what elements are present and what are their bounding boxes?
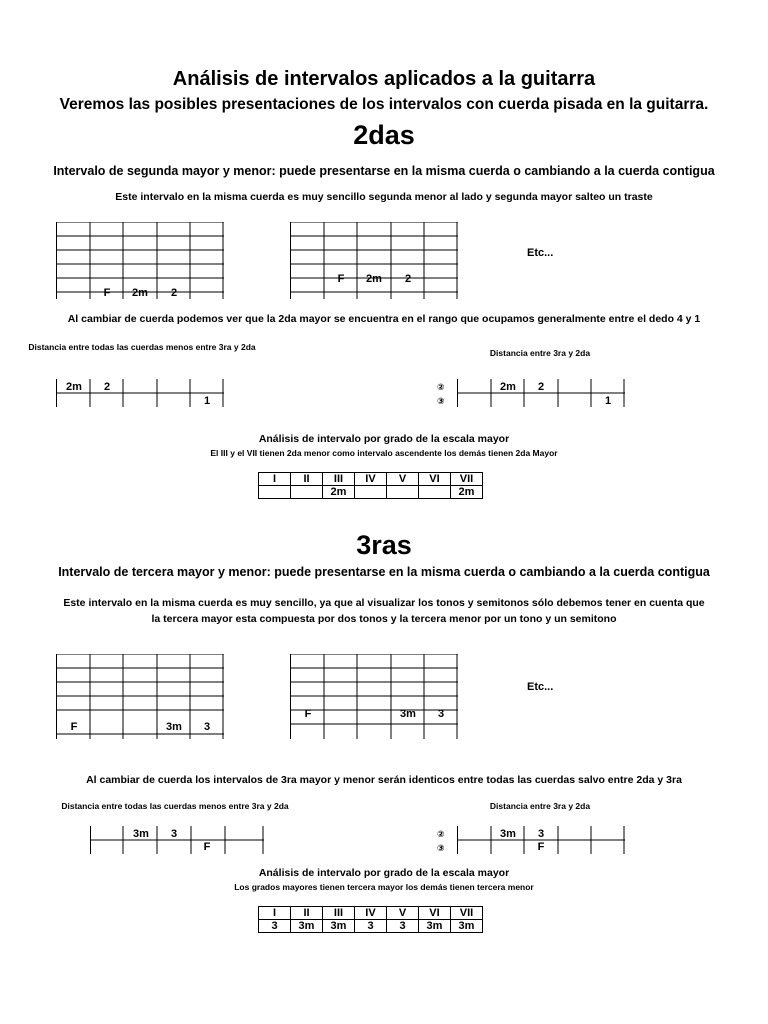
degree-cell: IV — [355, 473, 387, 486]
etc-label: Etc... — [527, 681, 554, 693]
degree-cell: IV — [355, 907, 387, 920]
fret-note: 2m — [366, 273, 382, 285]
interval-cell: 3m — [291, 920, 323, 933]
degree-cell: VII — [451, 473, 483, 486]
sec2-intro: Intervalo de segunda mayor y menor: puede presentarse en la misma cuerda o cambiando a la cuerda contigua — [53, 164, 715, 178]
fret-note: 1 — [203, 395, 211, 407]
interval-cell: 3m — [323, 920, 355, 933]
fret-note: 3 — [437, 708, 445, 720]
interval-cell — [355, 486, 387, 499]
fretboard-3-same-string-b — [290, 654, 460, 740]
sec3-analysis-text: Los grados mayores tienen tercera mayor los demás tienen tercera menor — [234, 882, 534, 892]
degree-cell: II — [291, 907, 323, 920]
degree-cell: VI — [419, 907, 451, 920]
fret-note: 3m — [133, 828, 149, 840]
interval-row — [259, 486, 483, 499]
fret-note: 2m — [132, 287, 148, 299]
page-subtitle: Veremos las posibles presentaciones de los intervalos con cuerda pisada en la guitarra. — [59, 96, 709, 113]
interval-cell — [259, 486, 291, 499]
interval-cell — [419, 486, 451, 499]
sec2-note-left: Distancia entre todas las cuerdas menos entre 3ra y 2da — [28, 342, 256, 352]
degree-cell: VI — [419, 473, 451, 486]
degree-cell: I — [259, 907, 291, 920]
interval-cell: 3m — [419, 920, 451, 933]
fret-note: F — [537, 841, 545, 853]
interval-cell: 3m — [451, 920, 483, 933]
degree-cell: III — [323, 907, 355, 920]
degree-cell: II — [291, 473, 323, 486]
string-2-icon: ② — [437, 382, 445, 392]
sec2-analysis-title: Análisis de intervalo por grado de la escala mayor — [258, 433, 510, 445]
fret-note: 2 — [170, 287, 178, 299]
section-heading-3ras: 3ras — [356, 530, 412, 560]
fretboard-3-same-string-a — [56, 654, 226, 740]
fret-note: 3 — [203, 721, 211, 733]
fret-note: 2m — [500, 381, 516, 393]
fret-note: F — [203, 841, 211, 853]
sec2-degree-table — [258, 472, 483, 499]
interval-cell: 2m — [323, 486, 355, 499]
fretboard-2-same-string-b — [290, 222, 460, 300]
sec3-same-string-text-2: la tercera mayor esta compuesta por dos tonos y la tercera menor por un tono y un semitono — [151, 613, 617, 625]
fret-note: F — [337, 273, 345, 285]
degree-header-row — [259, 907, 483, 920]
fret-note: 3m — [166, 721, 182, 733]
string-3-icon: ③ — [437, 396, 445, 406]
degree-cell: V — [387, 473, 419, 486]
degree-cell: V — [387, 907, 419, 920]
degree-cell: VII — [451, 907, 483, 920]
sec3-analysis-title: Análisis de intervalo por grado de la escala mayor — [258, 867, 510, 879]
sec3-change-string-text: Al cambiar de cuerda los intervalos de 3ra mayor y menor serán identicos entre todas las cuerdas salvo entre 2da y 3ra — [86, 774, 682, 786]
degree-cell: III — [323, 473, 355, 486]
string-3-icon: ③ — [437, 843, 445, 853]
fret-note: 1 — [604, 395, 612, 407]
string-2-icon: ② — [437, 829, 445, 839]
fret-note: 2 — [404, 273, 412, 285]
fret-note: 2m — [66, 381, 82, 393]
interval-row — [259, 920, 483, 933]
interval-cell: 3 — [259, 920, 291, 933]
sec2-note-right: Distancia entre 3ra y 2da — [489, 348, 591, 358]
sec2-same-string-text: Este intervalo en la misma cuerda es muy sencillo segunda menor al lado y segunda mayor salteo un traste — [115, 191, 653, 203]
fret-note: 3 — [537, 828, 545, 840]
fret-note: 3m — [500, 828, 516, 840]
fretboard-3-change-string-a — [90, 826, 266, 856]
degree-header-row — [259, 473, 483, 486]
sec3-note-left: Distancia entre todas las cuerdas menos entre 3ra y 2da — [61, 801, 289, 811]
sec3-same-string-text-1: Este intervalo en la misma cuerda es muy sencillo, ya que al visualizar los tonos y semitonos sólo debemos tener en cuenta que — [63, 597, 705, 609]
interval-cell: 3 — [387, 920, 419, 933]
interval-cell: 3 — [355, 920, 387, 933]
fret-note: 3 — [170, 828, 178, 840]
fret-note: F — [70, 721, 78, 733]
sec3-intro: Intervalo de tercera mayor y menor: puede presentarse en la misma cuerda o cambiando a la cuerda contigua — [58, 565, 710, 579]
interval-cell: 2m — [451, 486, 483, 499]
fret-note: F — [103, 287, 111, 299]
degree-cell: I — [259, 473, 291, 486]
fret-note: 2 — [537, 381, 545, 393]
sec3-note-right: Distancia entre 3ra y 2da — [489, 801, 591, 811]
section-heading-2das: 2das — [353, 120, 415, 150]
fret-note: 3m — [400, 708, 416, 720]
sec2-change-string-text: Al cambiar de cuerda podemos ver que la 2da mayor se encuentra en el rango que ocupamos generalmente entre el dedo 4 y 1 — [67, 313, 701, 325]
fret-note: F — [304, 708, 312, 720]
sec2-analysis-text: El III y el VII tienen 2da menor como intervalo ascendente los demás tienen 2da Mayor — [210, 448, 558, 458]
interval-cell — [291, 486, 323, 499]
sec3-degree-table — [258, 906, 483, 933]
page-title: Análisis de intervalos aplicados a la guitarra — [172, 68, 596, 90]
interval-cell — [387, 486, 419, 499]
etc-label: Etc... — [527, 247, 554, 259]
fret-note: 2 — [103, 381, 111, 393]
